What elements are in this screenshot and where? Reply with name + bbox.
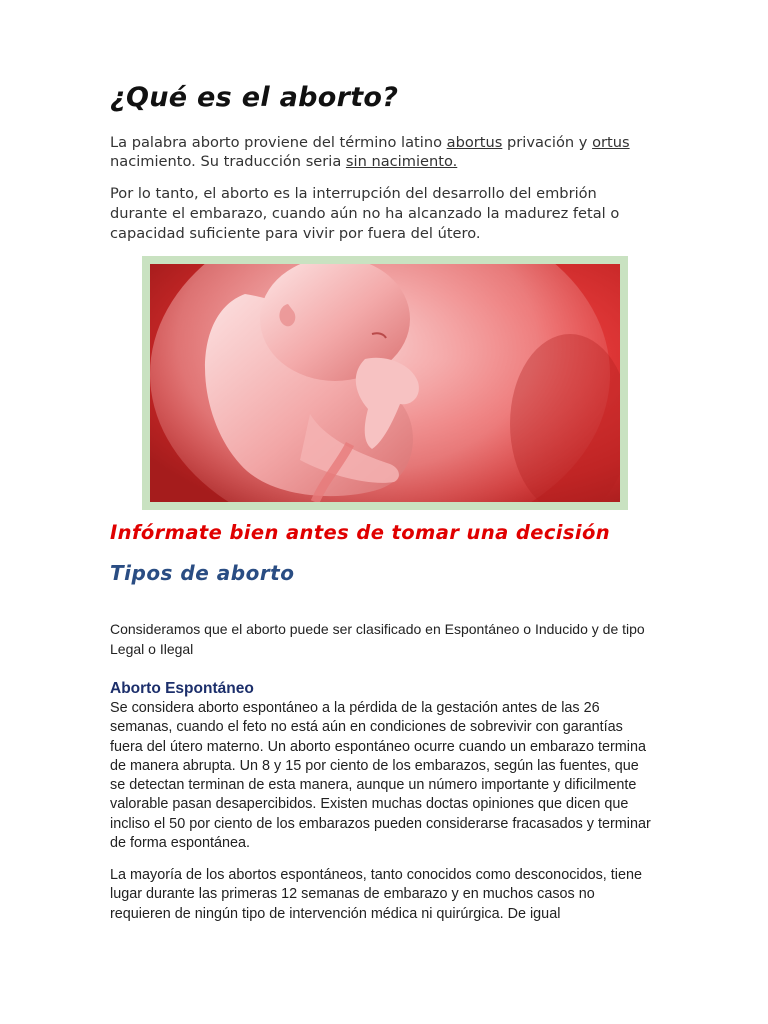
section-intro-paragraph: Consideramos que el aborto puede ser clasificado en Espontáneo o Inducido y de tipo Legal o Ilegal: [110, 621, 645, 657]
call-to-action-headline: Infórmate bien antes de tomar una decisión: [110, 521, 611, 544]
espontaneo-paragraph-1: Se considera aborto espontáneo a la pérdida de la gestación antes de las 26 semanas, cuando el feto no está aún en condiciones de sobrevivir con garantías fuera del útero materno. Un aborto espontáneo ocurre cuando un embarazo termina de manera abrupta. Un 8 y 15 por ciento de los embarazos, según las fuentes, que se detectan terminan de esta manera, aunque un número importante y dificilmente valorable pasan desapercibidos. Existen muchas doctas opiniones que dicen que incliso el 50 por ciento de los embarazos pueden considerarse fracasados y terminar de forma espontánea.: [110, 700, 651, 852]
term-abortus: abortus: [446, 134, 503, 151]
intro-paragraph-etymology: [110, 133, 655, 171]
section-title-tipos: Tipos de aborto: [110, 561, 295, 585]
fetus-image-frame: [142, 256, 628, 510]
fetus-in-womb-illustration-icon: [150, 264, 620, 502]
subsection-title-espontaneo: Aborto Espontáneo: [110, 680, 254, 697]
text-run: nacimiento. Su traducción seria: [110, 153, 346, 170]
page-title: ¿Qué es el aborto?: [110, 82, 399, 113]
term-ortus: ortus: [592, 134, 630, 151]
text-run: privación y: [502, 134, 593, 151]
text-run: La palabra aborto proviene del término latino: [110, 134, 447, 151]
intro-paragraph-definition: Por lo tanto, el aborto es la interrupción del desarrollo del embrión durante el embarazo, cuando aún no ha alcanzado la madurez fetal o capacidad suficiente para vivir por fuera del útero.: [110, 185, 620, 242]
espontaneo-paragraph-2: La mayoría de los abortos espontáneos, tanto conocidos como desconocidos, tiene lugar durante las primeras 12 semanas de embarazo y en muchos casos no requieren de ningún tipo de intervención médica ni quirúrgica. De igual: [110, 867, 642, 922]
term-sin-nacimiento: sin nacimiento.: [345, 153, 458, 170]
